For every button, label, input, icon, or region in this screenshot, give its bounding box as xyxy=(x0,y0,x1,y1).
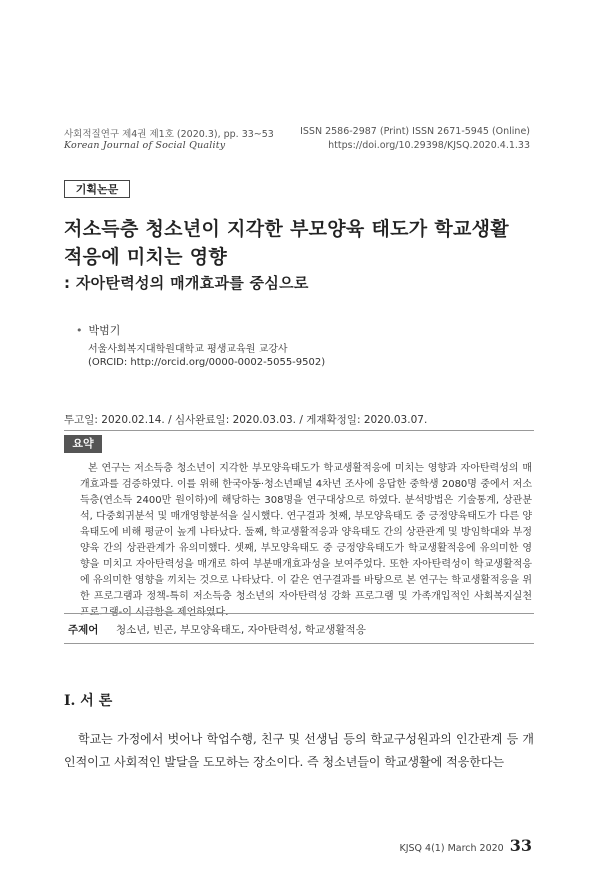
section-heading: Ⅰ. 서 론 xyxy=(64,693,113,709)
divider xyxy=(64,613,534,614)
author-name: 박범기 xyxy=(88,324,121,337)
issn-line: ISSN 2586-2987 (Print) ISSN 2671-5945 (Online) xyxy=(300,126,530,137)
bullet-icon: • xyxy=(76,324,83,337)
submission-dates: 투고일: 2020.02.14. / 심사완료일: 2020.03.03. / 게재확정일: 2020.03.07. xyxy=(64,414,428,426)
page-number: 33 xyxy=(509,836,532,855)
abstract-text: 본 연구는 저소득층 청소년이 지각한 부모양육태도가 학교생활적응에 미치는 영향과 자아탄력성의 매개효과를 검증하였다. 이를 위해 한국아동·청소년패널 4차년 조사에 응답한 중학생 2080명 중에서 저소득층(연소득 2400만 원이하)에 해당하는 308명을 연구대상으로 하였다. 분석방법은 기술통계, 상관분석, 다중회귀분석 및 매개영향분석을 실시했다. 연구결과 첫째, 부모양육태도 중 긍정양육태도가 다른 양육태도에 비해 평균이 높게 나타났다. 둘째, 학교생활적응과 양육태도 간의 상관관계 및 방임학대와 부정양육 간의 상관관계가 유의미했다. 셋째, 부모양육태도 중 긍정양육태도가 학교생활적응에 유의미한 영향을 미치고 자아탄력성을 매개로 하여 부분매개효과성을 보여주었다. 또한 자아탄력성이 학교생활적응에 유의미한 영향을 끼치는 것으로 나타났다. 이 같은 연구결과를 바탕으로 본 연구는 학교생활적응을 위한 프로그램과 정책-특히 저소득층 청소년의 자아탄력성 강화 프로그램 및 가족개입적인 사회복지실천 xyxy=(80,463,532,602)
doi-link[interactable]: https://doi.org/10.29398/KJSQ.2020.4.1.33 xyxy=(328,140,530,151)
footer-journal: KJSQ 4(1) March 2020 xyxy=(399,843,504,854)
author-affiliation: 서울사회복지대학원대학교 평생교육원 교강사 xyxy=(88,344,288,355)
keywords-label: 주제어 xyxy=(68,624,99,636)
author xyxy=(76,322,120,338)
journal-korean-citation: 사회적질연구 제4권 제1호 (2020.3), pp. 33~53 xyxy=(64,129,274,140)
author-orcid[interactable]: (ORCID: http://orcid.org/0000-0002-5055-9502) xyxy=(88,357,326,368)
title-line-2: 적응에 미치는 영향 xyxy=(64,246,228,268)
journal-english-name: Korean Journal of Social Quality xyxy=(64,140,226,151)
keywords-text: 청소년, 빈곤, 부모양육태도, 자아탄력성, 학교생활적응 xyxy=(116,624,366,636)
abstract-label: 요약 xyxy=(64,435,102,453)
body-paragraph: 학교는 가정에서 벗어나 학업수행, 친구 및 선생님 등의 학교구성원과의 인간관계 등 개인적이고 사회적인 발달을 도모하는 장소이다. 즉 청소년들이 학교생활에 적응한다는 xyxy=(64,732,534,769)
page-footer xyxy=(399,836,532,855)
article-type-badge: 기획논문 xyxy=(64,180,130,198)
divider xyxy=(64,643,534,644)
divider xyxy=(64,430,534,431)
title-line-1: 저소득층 청소년이 지각한 부모양육 태도가 학교생활 xyxy=(64,218,509,240)
subtitle: : 자아탄력성의 매개효과를 중심으로 xyxy=(64,274,309,292)
